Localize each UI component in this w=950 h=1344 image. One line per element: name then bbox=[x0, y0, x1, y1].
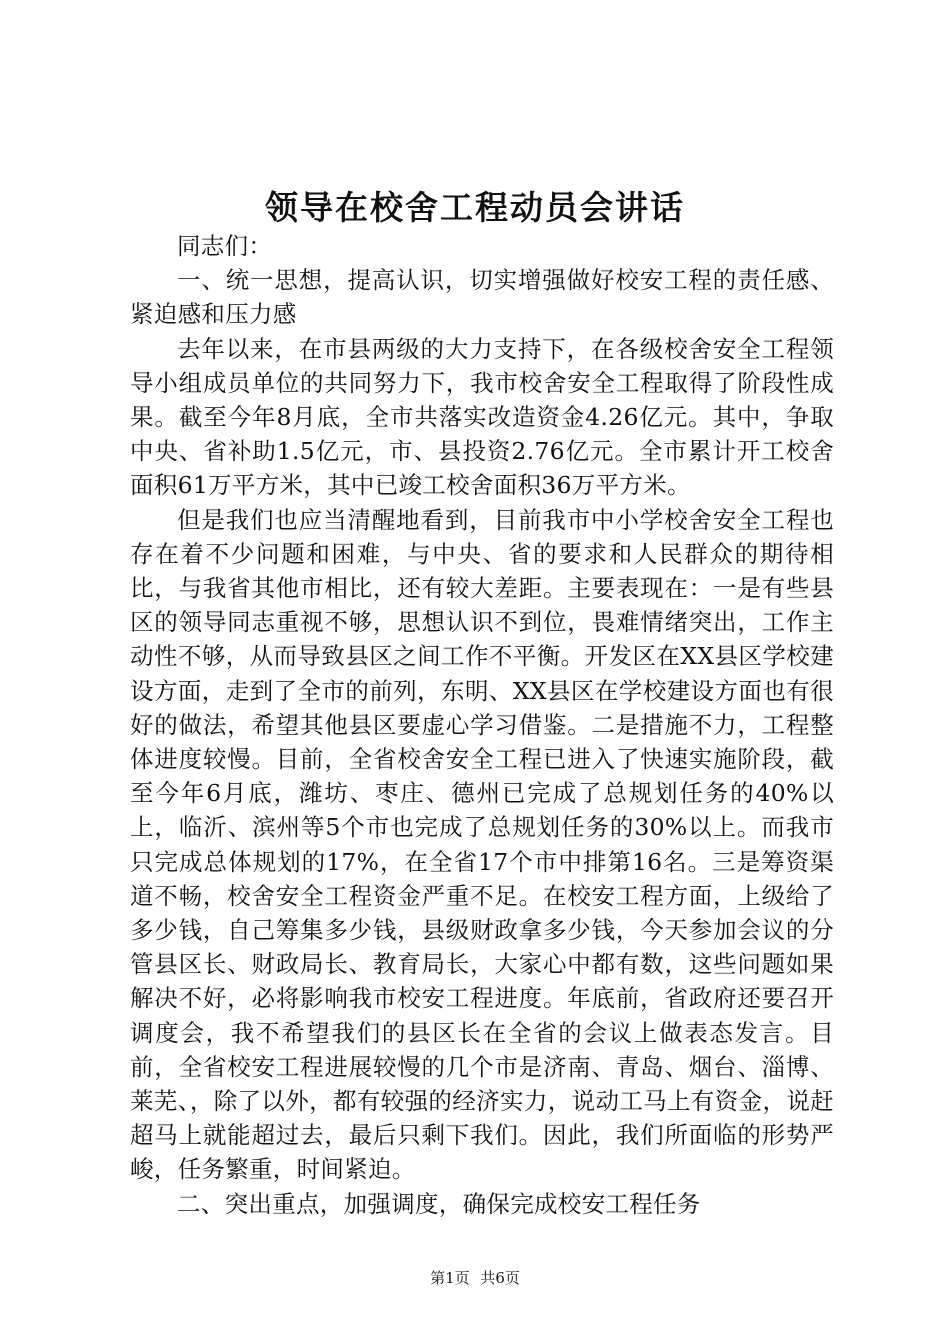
section-heading-2: 二、突出重点，加强调度，确保完成校安工程任务 bbox=[177, 1189, 701, 1218]
salutation-paragraph: 同志们： bbox=[177, 232, 273, 260]
body-paragraph: 但是我们也应当清醒地看到，目前我市中小学校舍安全工程也存在着不少问题和困难，与中央、省的要求和人民群众的期待相比，与我省其他市相比，还有较大差距。主要表现在：一是有些县区的领导同志重视不够，思想认识不到位，畏难情绪突出，工作主动性不够，从而导致县区之间工作不平衡。开发区在XX县区学校建设方面，走到了全市的前列，东明、XX县区在学校建设方面也有很好的做法，希望其他县区要虚心学习借鉴。二是措施不力，工程整体进度较慢。目前，全省校舍安全工程已进入了快速实施阶段，截至今年6月底，潍坊、枣庄、德州已完成了总规划任务的40%以上，临沂、滨州等5个市也完成了总规划任务的30%以上。而我市只完成总体规划的17%，在全省17个市中排第16名。三是筹资渠道不畅，校舍安全工程资金严重不足。在校安工程方面，上级给了多少钱，自己筹集多少钱，县级财政拿多少钱，今天参加会议的分管县区长、财政局长、教育局长，大家心中都有数，这些问题如果解决不好，必将影响我市校安工程进度。年底前，省政府还要召开调度会，我不希望我们的县区长在全省的会议上做表态发言。目前，全省校安工程进展较慢的几个市是济南、青岛、烟台、淄博、莱芜、，除了以外，都有较强的经济实力，说动工马上有资金，说赶超马上就能超过去，最后只剩下我们。因此，我们所面临的形势严峻，任务繁重，时间紧迫。 bbox=[130, 505, 834, 1184]
body-paragraph: 去年以来，在市县两级的大力支持下，在各级校舍安全工程领导小组成员单位的共同努力下，我市校舍安全工程取得了阶段性成果。截至今年8月底，全市共落实改造资金4.26亿元。其中，争取中央、省补助1.5亿元，市、县投资2.76亿元。全市累计开工校舍面积61万平方米，其中已竣工校舍面积36万平方米。 bbox=[130, 334, 834, 500]
page-footer bbox=[0, 1268, 950, 1288]
page-total: 共6页 bbox=[480, 1269, 520, 1287]
document-title: 领导在校舍工程动员会讲话 bbox=[265, 188, 685, 227]
section-heading-1: 一、统一思想，提高认识，切实增强做好校安工程的责任感、紧迫感和压力感 bbox=[130, 266, 834, 329]
page-number: 第1页 bbox=[430, 1269, 470, 1287]
document-body bbox=[130, 229, 834, 1221]
